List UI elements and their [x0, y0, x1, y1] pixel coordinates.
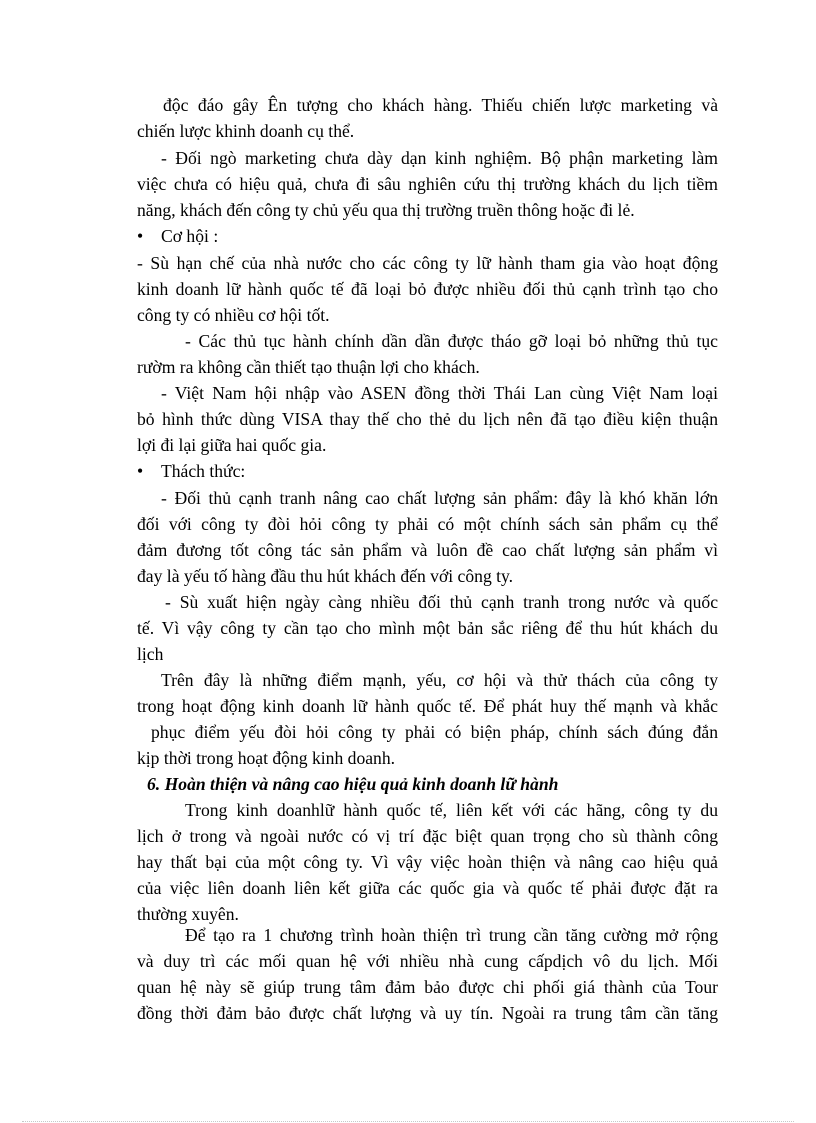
text-line: đối với công ty đòi hỏi công ty phải có một chính sách sản phẩm cụ thể [137, 514, 718, 534]
text-line: phục điểm yếu đòi hỏi công ty phải có biện pháp, chính sách đúng đắn [151, 722, 718, 742]
text-line: Trong kinh doanhlữ hành quốc tế, liên kết với các hãng, công ty du [185, 800, 718, 820]
page-bottom-divider [22, 1121, 794, 1122]
bullet-icon: • [137, 226, 144, 246]
text-line: - Sù xuất hiện ngày càng nhiều đối thủ cạnh tranh trong nước và quốc [165, 592, 718, 612]
text-line: chiến lược khinh doanh cụ thể. [137, 121, 355, 141]
challenges-title: Thách thức: [161, 461, 246, 481]
text-line: kinh doanh lữ hành quốc tế đã loại bỏ được nhiều đối thủ cạnh trình tạo cho [137, 279, 718, 299]
opportunities-title: Cơ hội : [161, 226, 219, 246]
text-line: trong hoạt động kinh doanh lữ hành quốc tế. Để phát huy thế mạnh và khắc [137, 696, 718, 716]
text-line: - Việt Nam hội nhập vào ASEN đồng thời Thái Lan cùng Việt Nam loại [161, 383, 718, 403]
text-line: - Sù hạn chế của nhà nước cho các công ty lữ hành tham gia vào hoạt động [137, 253, 718, 273]
text-line: công ty có nhiều cơ hội tốt. [137, 305, 330, 325]
text-line: Để tạo ra 1 chương trình hoàn thiện trì trung cần tăng cường mở rộng [185, 925, 718, 945]
challenges-heading [137, 458, 245, 484]
text-line: quan hệ này sẽ giúp trung tâm đảm bảo được chi phối giá thành của Tour [137, 977, 718, 997]
text-line: bỏ hình thức dùng VISA thay thế cho thẻ du lịch nên đã tạo điều kiện thuận [137, 409, 718, 429]
section-heading: 6. Hoàn thiện và nâng cao hiệu quả kinh doanh lữ hành [147, 774, 559, 794]
text-line: việc chưa có hiệu quả, chưa đi sâu nghiên cứu thị trường khách du lịch tiềm [137, 174, 718, 194]
bullet-icon: • [137, 461, 144, 481]
text-line: độc đáo gây Ên tượng cho khách hàng. Thiếu chiến lược marketing và [163, 95, 718, 115]
text-line: của việc liên doanh liên kết giữa các quốc gia và quốc tế phải được đặt ra [137, 878, 718, 898]
text-line: đồng thời đảm bảo được chất lượng và uy tín. Ngoài ra trung tâm cần tăng [137, 1003, 718, 1023]
text-line: tế. Vì vậy công ty cần tạo cho mình một bản sắc riêng để thu hút khách du [137, 618, 718, 638]
text-line: và duy trì các mối quan hệ với nhiều nhà cung cấpdịch vô du lịch. Mối [137, 951, 718, 971]
text-line: lợi đi lại giữa hai quốc gia. [137, 435, 327, 455]
text-line: rườm ra không cần thiết tạo thuận lợi cho khách. [137, 357, 480, 377]
text-line: đảm đương tốt công tác sản phẩm và luôn đề cao chất lượng sản phẩm vì [137, 540, 718, 560]
text-line: kịp thời trong hoạt động kinh doanh. [137, 748, 396, 768]
text-line: đay là yếu tố hàng đầu thu hút khách đến với công ty. [137, 566, 514, 586]
text-line: - Các thủ tục hành chính dần dần được tháo gỡ loại bỏ những thủ tục [185, 331, 718, 351]
text-line: lịch [137, 644, 164, 664]
text-line: hay thất bại của một công ty. Vì vậy việc hoàn thiện và nâng cao hiệu quả [137, 852, 718, 872]
text-line: - Đối ngò marketing chưa dày dạn kinh nghiệm. Bộ phận marketing làm [161, 148, 718, 168]
text-line: lịch ở trong và ngoài nước có vị trí đặc biệt quan trọng cho sù thành công [137, 826, 718, 846]
opportunities-heading [137, 223, 218, 249]
text-line: - Đối thủ cạnh tranh nâng cao chất lượng sản phẩm: đây là khó khăn lớn [161, 488, 718, 508]
text-line: thường xuyên. [137, 904, 239, 924]
text-line: Trên đây là những điểm mạnh, yếu, cơ hội và thử thách của công ty [161, 670, 718, 690]
text-line: năng, khách đến công ty chủ yếu qua thị trường truền thông hoặc đi lẻ. [137, 200, 635, 220]
